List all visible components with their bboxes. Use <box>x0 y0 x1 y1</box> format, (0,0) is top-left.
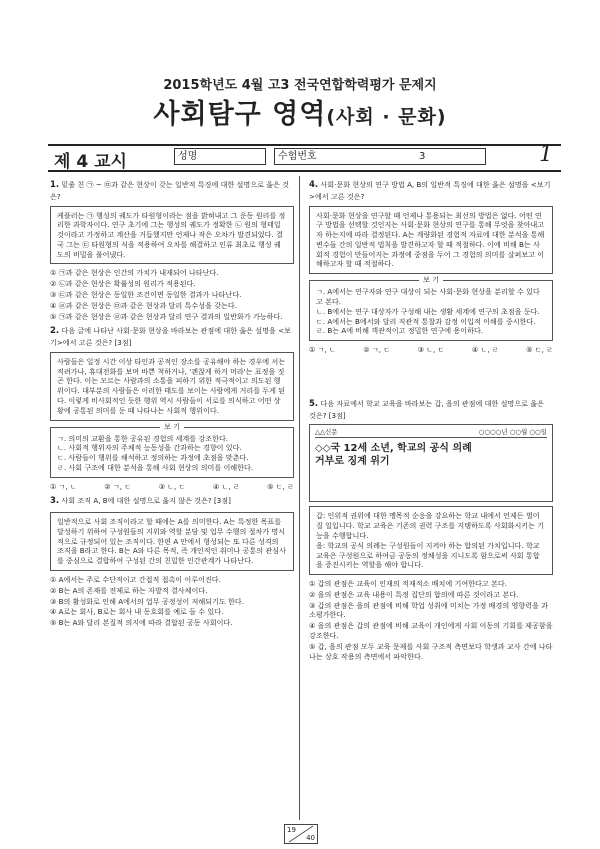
option[interactable]: ④ A로는 회사, B로는 회사 내 동호회를 예로 들 수 있다. <box>50 607 224 617</box>
option[interactable]: ⑤ 갑, 을의 관점 모두 교육 문제를 사회 구조적 측면보다 학생과 교사 간에 나타나는 상호 작용의 측면에서 파악한다. <box>309 641 553 661</box>
question-number: 5. <box>309 398 319 409</box>
column-divider <box>299 176 300 820</box>
exam-number-label: 수험번호 <box>278 151 317 162</box>
page-total: 40 <box>306 834 315 842</box>
subject-title <box>0 92 600 131</box>
option[interactable]: ③ ㄴ, ㄷ <box>417 345 445 355</box>
subject-sub: (사회 · 문화) <box>326 106 447 128</box>
option[interactable]: ⑤ ㄷ, ㄹ <box>526 345 553 355</box>
exam-number-digit: 3 <box>419 151 426 162</box>
bogi-box <box>50 421 294 478</box>
option[interactable]: ① A에서는 주로 수단적이고 간접적 접촉이 이루어진다. <box>50 575 221 585</box>
question-1-passage: 케플러는 ㉠ 행성의 궤도가 타원형이라는 점을 밝혀내고 그 운동 원리를 정리한 과학자이다. 연구 초기에 그는 행성의 궤도가 정확한 ㉡ 원의 형태일 것이라고 가정하고 계산을 거듭했지만 언제나 작은 오차가 발견되었다. 결국 그는 ㉢ 타원형의 식을 적용하여 오차를 해결하고 인류 최초로 행성 궤도의 비밀을 풀어냈다. <box>50 206 294 265</box>
bogi-item: ㄴ. B에서는 연구 대상자가 구성해 내는 생활 세계에 연구의 초점을 둔다. <box>316 306 540 316</box>
option[interactable]: ⑤ ㉠과 같은 현상은 ㉣과 같은 현상과 달리 연구 결과의 일반화가 가능하다. <box>50 311 283 321</box>
option[interactable]: ② ㄱ, ㄷ <box>104 481 132 491</box>
bogi-item: ㄱ. A에서는 연구자와 연구 대상이 되는 사회·문화 현상을 분리할 수 있다고 본다. <box>316 287 540 306</box>
option[interactable]: ② 을의 관점은 교육 내용이 특정 집단의 합의에 따른 것이라고 본다. <box>309 589 519 599</box>
subject-main: 사회탐구 영역 <box>153 99 327 130</box>
question-2-passage: 사람들은 일정 시간 이상 타인과 공적인 장소를 공유해야 하는 경우에 서는 적려가나, 휴대전화를 보며 바쁜 척하거나, '괜찮게 하거 머라'는 표정을 짓곤 한다. 이는 모르는 사람과의 소통을 피하기 위한 적극적이고 의도된 행위이다. 대부분의 사람들은 이러한 태도를 보이는 사람에게 거리를 두게 된다. 이렇게 비사회적인 듯한 행위 역시 사람들이 서로를 의식하고 어떤 상황에 공통된 의미를 둔 때 나타나는 사회적 행위이다. <box>50 352 294 421</box>
option[interactable]: ③ ㉢과 같은 현상은 동일한 조건이면 동일한 결과가 나타난다. <box>50 289 242 299</box>
question-4-stem <box>309 180 553 202</box>
left-column <box>50 180 294 633</box>
question-5-stem <box>309 399 553 421</box>
option[interactable]: ③ ㄴ, ㄷ <box>158 481 186 491</box>
question-4-passage: 사회·문화 현상을 연구할 때 언제나 통용되는 최선의 방법은 없다. 어떤 연구 방법을 선택할 것인지는 사회·문화 현상의 연구를 통해 무엇을 찾아내고자 하는지에 따라 결정된다. A는 계량화된 경험적 자료에 대한 분석을 통해 변수들 간의 일반적 법칙을 발견하고자 할 때 적절하다. 이에 비해 B는 사회적 경험이 만들어지는 과정에 중점을 두어 그 경험의 의미를 살펴보고 이해하고자 할 때 적절하다. <box>309 206 553 275</box>
news-headline: ◇◇국 12세 소년, 학교의 공식 의례 거부로 징계 위기 <box>315 443 472 468</box>
bogi-item: ㄹ. B는 A에 비해 객관적이고 정밀한 연구에 용이하다. <box>316 326 484 336</box>
question-3-passage: 일반적으로 사회 조직이라고 할 때에는 A를 의미한다. A는 특정한 목표를 달성하기 위하여 구성원들의 지위와 역할 분담 및 업무 수행의 절차가 명시적으로 규정되어 있는 조직이다. 한편 A 안에서 형성되는 또 다른 성격의 조직을 B라고 한다. B는 A와 다른 목적, 즉 개인적인 취미나 공통의 관심사를 중심으로 결합하여 구성된 간의 친밀한 인간관계가 나타난다. <box>50 512 294 571</box>
question-2 <box>50 326 294 491</box>
stem-text: 사회 조직 A, B에 대한 설명으로 옳지 않은 것은? [3점] <box>61 496 231 506</box>
bogi-title: 보 기 <box>51 422 293 432</box>
option[interactable]: ③ 갑의 관점은 을의 관점에 비해 학업 성취에 미치는 가정 배경의 영향력을 과소평가한다. <box>309 600 548 620</box>
question-number: 1. <box>50 180 60 190</box>
page-counter <box>284 824 318 844</box>
option[interactable]: ① ㄱ, ㄴ <box>309 345 336 355</box>
bogi-item: ㄷ. 사람들이 행위를 해석하고 정의하는 과정에 초점을 맞춘다. <box>57 453 249 463</box>
option[interactable]: ④ 을의 관점은 갑의 관점에 비해 교육이 개인에게 사회 이동의 기회를 제공함을 강조한다. <box>309 621 553 640</box>
bogi-title: 보 기 <box>310 275 552 285</box>
newspaper-name: △△신문 <box>315 428 338 437</box>
name-label: 성명 <box>178 151 198 162</box>
newspaper-header <box>315 428 547 438</box>
question-number: 4. <box>309 180 319 190</box>
page-number: 1 <box>539 142 553 167</box>
name-field[interactable] <box>174 148 266 165</box>
stem-text: 사회·문화 현상의 연구 방법 A, B의 일반적 특징에 대한 옳은 설명을 <보기>에서 고른 것은? <box>309 180 551 201</box>
bogi-box <box>309 275 553 341</box>
question-number: 3. <box>50 496 60 507</box>
options-row <box>309 345 553 355</box>
stem-text: 밑줄 친 ㉠ ~ ㉤과 같은 현상이 갖는 일반적 특징에 대한 설명으로 옳은 것은? <box>50 180 290 201</box>
question-1-stem <box>50 180 294 202</box>
period-label: 제 4 교시 <box>54 152 127 172</box>
option[interactable]: ① 갑의 관점은 교육이 인재의 적재적소 배치에 기여한다고 본다. <box>309 579 507 589</box>
bogi-item: ㄱ. 의미의 교환을 통한 공유된 경험의 세계를 강조한다. <box>57 433 229 443</box>
stem-text: 다음 자료에서 학교 교육을 바라보는 갑, 을의 관점에 대한 설명으로 옳은 것은? [3점] <box>309 398 544 420</box>
exam-number-field[interactable] <box>274 148 486 165</box>
question-5 <box>309 399 553 661</box>
option[interactable]: ② ㄱ, ㄷ <box>363 345 391 355</box>
right-column <box>309 180 553 666</box>
question-3 <box>50 496 294 628</box>
option[interactable]: ⑤ B는 A와 달리 본질적 의지에 따라 결합된 공동 사회이다. <box>50 618 233 628</box>
bogi-item: ㄴ. 사회적 행위자의 주체적 능동성을 간과하는 경향이 있다. <box>57 443 242 453</box>
option[interactable]: ③ B의 활성화로 인해 A에서의 업무 공정성이 저해되기도 한다. <box>50 596 244 606</box>
exam-title: 2015학년도 4월 고3 전국연합학력평가 문제지 <box>163 78 437 93</box>
newspaper-clipping <box>309 424 553 502</box>
bogi-item: ㄷ. A에서는 B에서와 달리 직관적 통찰과 감정 이입적 이해를 중시한다. <box>316 316 536 326</box>
bogi-item: ㄹ. 사회 구조에 대한 분석을 통해 사회 현상의 의미를 이해한다. <box>57 462 254 472</box>
page-current: 19 <box>287 826 296 834</box>
option[interactable]: ⑤ ㄷ, ㄹ <box>267 481 294 491</box>
option[interactable]: ② ㉡과 같은 현상은 확률성의 원리가 적용된다. <box>50 279 196 289</box>
question-5-passage: 갑: 인위적 권위에 대한 맹목적 순응을 강요하는 학교 내에서 언제든 벌어질 일입니다. 학교 교육은 기존의 권력 구조를 지탱하도록 사회화시키는 기능을 수행합니다. 을: 학교의 공식 의례는 구성원들이 지켜야 하는 합의된 가치입니다. 학교 교육은 구성원으로 하여금 공동의 정체성을 지니도록 함으로써 사회 통합을 증진시키는 역할을 해야 합니다. <box>309 506 553 575</box>
option[interactable]: ① ㉠과 같은 현상은 인간의 가치가 내재되어 나타난다. <box>50 268 219 278</box>
option[interactable]: ④ ㄴ, ㄹ <box>212 481 240 491</box>
option[interactable]: ② B는 A의 존재를 전제로 하는 자발적 결사체이다. <box>50 585 208 595</box>
option[interactable]: ④ ㄴ, ㄹ <box>471 345 499 355</box>
question-number: 2. <box>50 326 60 337</box>
question-1 <box>50 180 294 321</box>
question-4 <box>309 180 553 355</box>
newspaper-date: ○○○○년 ○○월 ○○일 <box>478 428 547 437</box>
stem-text: 다음 글에 나타난 사회·문화 현상을 바라보는 관점에 대한 옳은 설명을 <보기>에서 고른 것은? [3점] <box>50 326 291 348</box>
question-3-stem <box>50 496 294 508</box>
info-bar <box>48 144 561 172</box>
option[interactable]: ④ ㉣과 같은 현상은 ㉤과 같은 현상과 달리 특수성을 갖는다. <box>50 300 237 310</box>
option[interactable]: ① ㄱ, ㄴ <box>50 481 77 491</box>
options-row <box>50 482 294 492</box>
question-2-stem <box>50 326 294 348</box>
